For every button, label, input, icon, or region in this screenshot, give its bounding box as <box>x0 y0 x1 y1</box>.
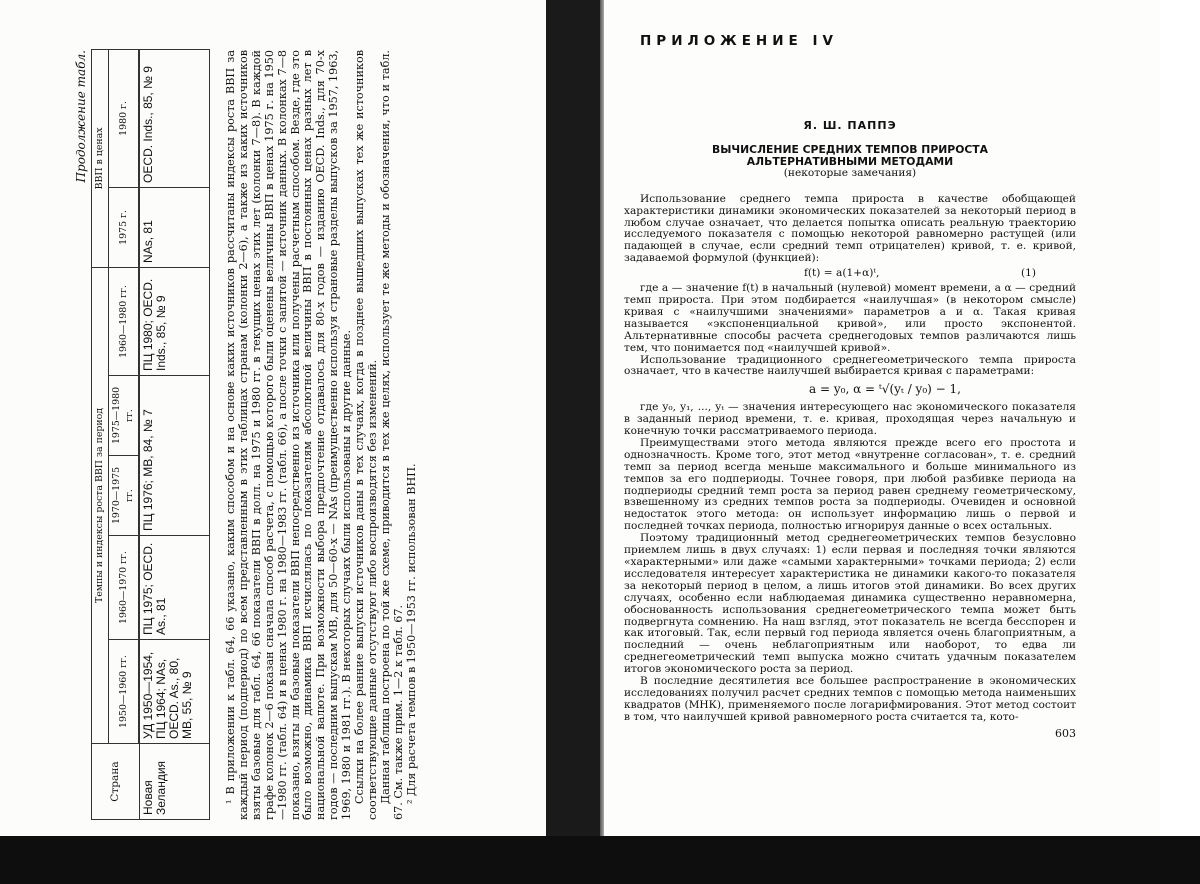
formula-1 <box>624 265 1076 283</box>
header-prices: ВВП в ценах <box>92 49 109 267</box>
note: Ссылки на более ранние выпуски источников даны в тех случаях, когда в позднее вышедших выпусках тех же источников соответствующие данные отсутствуют либо воспроизводятся без изменений. <box>353 50 379 820</box>
paragraph: Поэтому традиционный метод среднегеометрических темпов безусловно приемлем лишь в двух случаях: 1) если первая и последняя точки являются «характерными» или даже «самыми характерными» точками периода; 2) если исследователя интересует характеристика не динамики какого-то показателя за некоторый период в целом, а лишь итогов этой динамики. Во всех других случаях, особенно если наблюдаемая динамика существенно неравномерна, обоснованность использования среднегеометрического темпа может быть подвергнута сомнению. На наш взгляд, этот показатель не всегда бесспорен и как итоговый. Так, если первый год периода является очень благоприятным, а последний — очень неблагоприятным или наоборот, то едва ли среднегеометрический темп выпуска можно считать удачным показателем итогов экономического роста за период. <box>624 532 1076 676</box>
cell: ПЦ 1980; OECD. Inds., 85, № 9 <box>140 267 210 375</box>
paragraph: Преимуществами этого метода являются прежде всего его простота и однозначность. Кроме того, этот метод «внутренне согласован», т. е. средний темп за период всегда меньше максимального и больше минимального из темпов за его подпериоды. Точнее говоря, при любой разбивке периода на подпериоды средний темп роста за период равен среднему геометрическому, взвешенному из средних темпов роста за подпериоды. Очевиден и основной недостаток этого метода: он использует информацию лишь о первой и последней точках периода, полностью игнорируя данные о всех остальных. <box>624 436 1076 533</box>
header-period: 1975 г. <box>109 187 139 267</box>
left-page <box>0 0 546 836</box>
cell: ПЦ 1975; OECD. As., 81 <box>140 536 210 640</box>
article-title-line: АЛЬТЕРНАТИВНЫМИ МЕТОДАМИ <box>746 154 954 168</box>
continuation-title: Продолжение табл. <box>74 50 88 183</box>
cell: ПЦ 1976; МВ, 84, № 7 <box>140 376 210 536</box>
header-period: 1960—1980 гг. <box>109 267 139 375</box>
rotated-table-page <box>75 40 435 820</box>
note: Данная таблица построена по той же схеме, приводится в тех же целях, использует те же методы и обозначения, что и табл. 67. См. также прим. 1—2 к табл. 67. <box>378 50 405 820</box>
header-period: 1960—1970 гг. <box>109 536 139 640</box>
paragraph: В последние десятилетия все большее распространение в экономических исследованиях получил расчет средних темпов с помощью метода наименьших квадратов (МНК), применяемого после логарифмирования. Этот метод состоит в том, что наилучшей кривой равномерного роста считается та, кото- <box>624 675 1076 723</box>
article <box>624 33 1076 740</box>
table-notes <box>225 50 419 820</box>
header-period: 1980 г. <box>109 49 139 187</box>
paragraph: Использование среднего темпа прироста в качестве обобщающей характеристики динамики экономических показателей за некоторый период в любом случае означает, что делается попытка описать реальную траекторию исследуемого показателя с помощью некоторой равномерно растущей (или падающей в случае, если средний темп отрицателен) кривой, т. е. кривой, задаваемой формулой (функцией): <box>624 192 1076 265</box>
cell: УД 1950—1954, ПЦ 1964; NAs, OECD. As., 80, MB, 55, № 9 <box>140 640 210 744</box>
formula-1-expr: f(t) = a(1+α)ᵗ, <box>804 267 880 280</box>
note: ² Для расчета темпов в 1950—1953 гг. использован ВНП. <box>404 463 418 804</box>
appendix-title: ПРИЛОЖЕНИЕ IV <box>640 33 838 49</box>
cell: OECD. Inds., 85, № 9 <box>140 49 210 187</box>
header-period: 1970—1975 гг. <box>109 456 139 536</box>
article-title <box>624 144 1076 168</box>
page-number: 603 <box>1055 726 1076 740</box>
cell-country: Новая Зеландия <box>140 744 210 820</box>
header-group: Темпы и индексы роста ВВП за период <box>92 267 109 743</box>
formula-1-number: (1) <box>1020 267 1036 280</box>
paragraph: Использование традиционного среднегеометрического темпа прироста означает, что в качестве наилучшей выбирается кривая с параметрами: <box>624 353 1076 378</box>
book-gutter <box>546 0 604 836</box>
right-page <box>604 0 1160 836</box>
header-country: Страна <box>92 744 140 820</box>
gdp-table <box>91 49 210 820</box>
header-period: 1950—1960 гг. <box>109 640 139 744</box>
note: ¹ В приложении к табл. 64, 66 указано, каким способом и на основе каких источников рассчитаны индексы роста ВВП за каждый период (подпериод) по всем представленным в этих таблицах странам (колонки 2—6), а также из каких источников взяты базовые для табл. 64, 66 показатели ВВП в долл. на 1975 и 1980 гг. в текущих ценах этих лет (колонки 7—8). В каждой графе колонок 2—6 показан сначала способ расчета, с помощью которого были оценены величины ВВП в ценах 1975 г. на 1950—1980 гг. (табл. 64) и в ценах 1980 г. на 1980—1983 гг. (табл. 66), а после точки с запятой — источник данных. В колонках 7—8 показано, взяты ли базовые показатели ВВП непосредственно из источника или получены расчетным способом. Везде, где это было возможно, динамика ВВП исчислялась по показателям абсолютной величины ВВП в постоянных ценах разных лет в национальной валюте. При возможности выбора предпочтение отдавалось для 80-х годов — изданию OECD. Inds., для 70-х годов — последним выпускам МВ, для 50—60-х — NAs (преимущественно используя страновые разделы выпусков за 1957, 1963, 1969, 1980 и 1981 гг.). В некоторых случаях были использованы и другие данные. <box>224 50 354 820</box>
table-header-row-1 <box>92 49 109 819</box>
paragraph: где y₀, y₁, ..., yₜ — значения интересующего нас экономического показателя в заданный период времени, т. е. кривая, проходящая через начальную и конечную точки рассматриваемого периода. <box>624 401 1076 438</box>
paragraph: где a — значение f(t) в начальный (нулевой) момент времени, а α — средний темп прироста. При этом подбирается «наилучшая» (в некотором смысле) кривая с «наилучшими значениями» параметров a и α. Такая кривая называется «экспоненциальной кривой», или просто экспонентой. Альтернативные способы расчета среднегодовых темпов различаются лишь тем, что понимается под «наилучшей кривой». <box>624 282 1076 354</box>
header-period: 1975—1980 гг. <box>109 376 139 456</box>
table-row <box>140 49 210 819</box>
cell: NAs, 81 <box>140 187 210 267</box>
article-title-line: ВЫЧИСЛЕНИЕ СРЕДНИХ ТЕМПОВ ПРИРОСТА <box>711 142 989 156</box>
formula-2: a = y₀, α = ᵗ√(yₜ / y₀) − 1, <box>809 382 961 397</box>
table-header-row-2 <box>109 49 139 819</box>
author: Я. Ш. ПАППЭ <box>803 118 897 132</box>
scan-bottom-edge <box>0 836 1200 884</box>
article-subtitle: (некоторые замечания) <box>783 166 917 179</box>
